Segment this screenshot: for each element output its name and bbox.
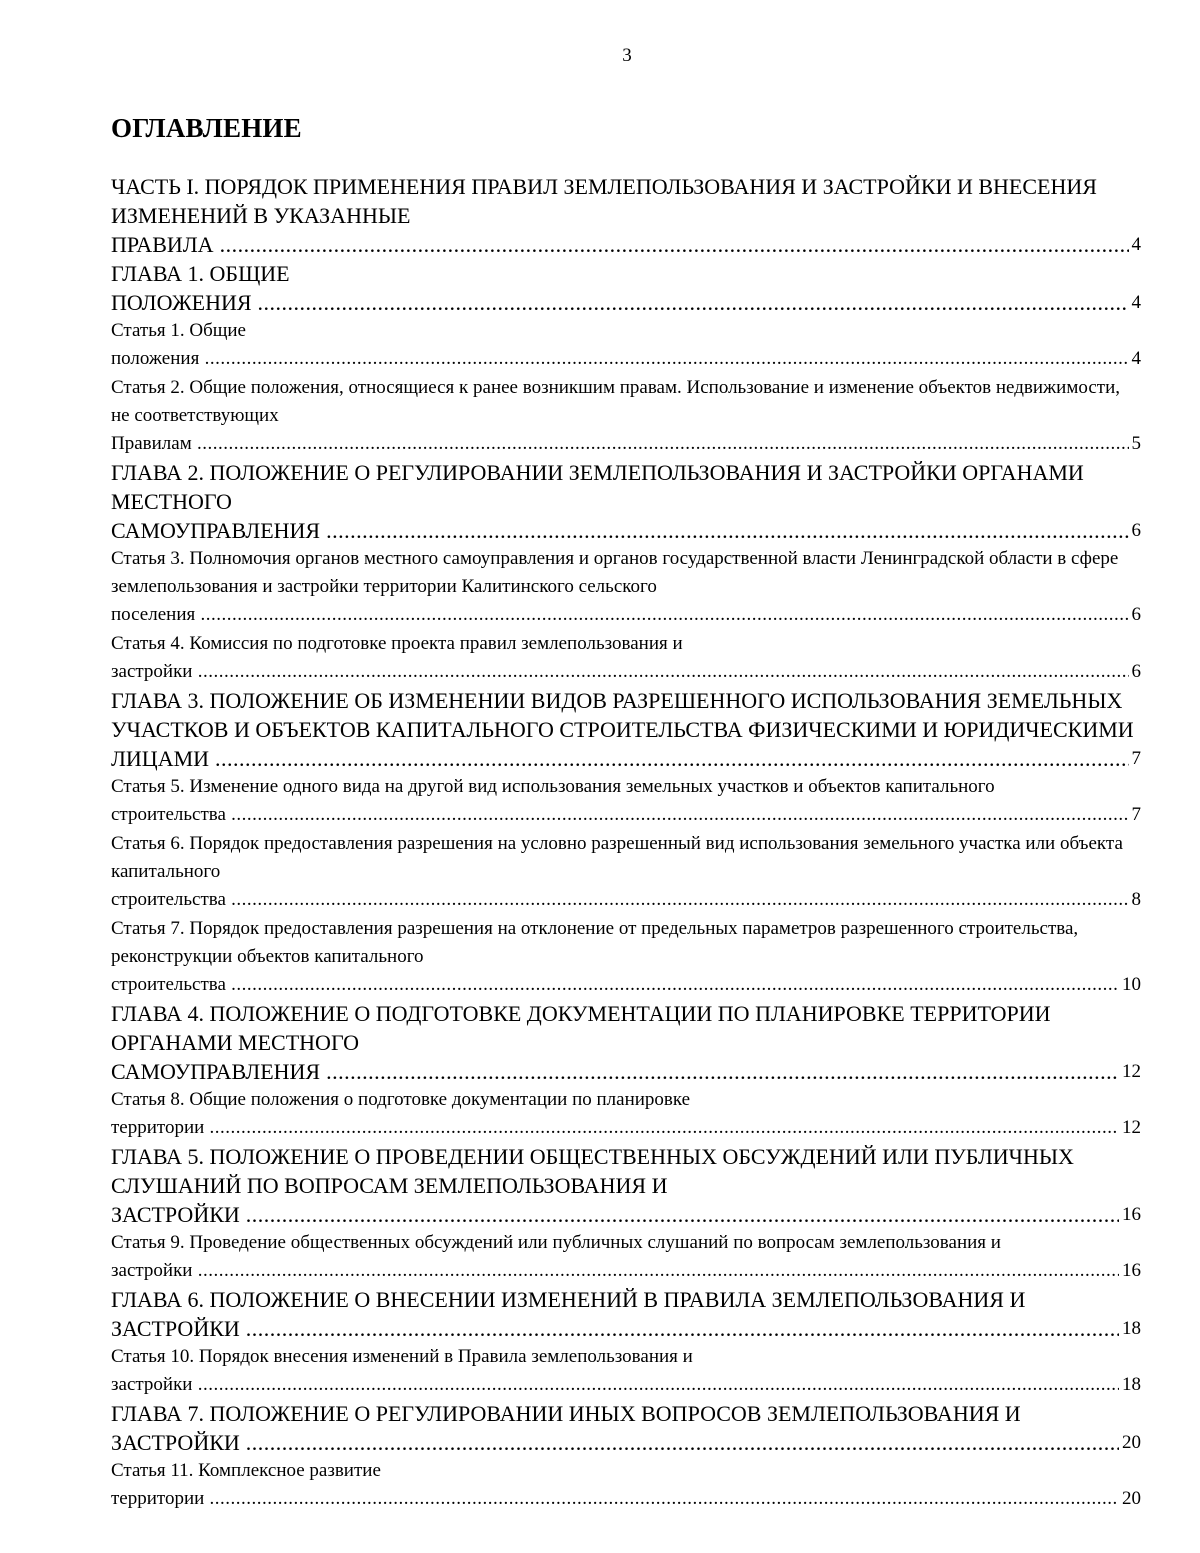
toc-title: ОГЛАВЛЕНИЕ: [111, 113, 302, 143]
toc-entry-text: ГЛАВА 3. ПОЛОЖЕНИЕ ОБ ИЗМЕНЕНИИ ВИДОВ РАЗРЕШЕННОГО ИСПОЛЬЗОВАНИЯ ЗЕМЕЛЬНЫХ УЧАСТКОВ И ОБЪЕКТОВ КАПИТАЛЬНОГО СТРОИТЕЛЬСТВА ФИЗИЧЕСКИМИ И ЮРИДИЧЕСКИМИ ЛИЦАМИ .....: [111, 688, 1141, 771]
toc-entry-text: ЧАСТЬ I. ПОРЯДОК ПРИМЕНЕНИЯ ПРАВИЛ ЗЕМЛЕПОЛЬЗОВАНИЯ И ЗАСТРОЙКИ И ВНЕСЕНИЯ ИЗМЕНЕНИЙ В УКАЗАННЫЕ ПРАВИЛА .....: [111, 174, 1141, 257]
toc-entry-text: ГЛАВА 1. ОБЩИЕ ПОЛОЖЕНИЯ .....: [111, 261, 1141, 315]
toc-entry-text: Статья 1. Общие положения .....: [111, 320, 1141, 369]
toc-entry-article-2[interactable]: [111, 374, 1141, 458]
toc-entry-page: 6: [1129, 658, 1142, 686]
toc-entry-article-8[interactable]: [111, 1086, 1141, 1142]
toc-entry-page: 4: [1129, 230, 1142, 259]
toc-entry-text: ГЛАВА 6. ПОЛОЖЕНИЕ О ВНЕСЕНИИ ИЗМЕНЕНИЙ В ПРАВИЛА ЗЕМЛЕПОЛЬЗОВАНИЯ И ЗАСТРОЙКИ .....: [111, 1287, 1141, 1341]
toc-entry-page: 4: [1129, 288, 1142, 317]
toc-entry-article-4[interactable]: [111, 630, 1141, 686]
toc-entry-article-6[interactable]: [111, 830, 1141, 914]
toc-entry-page: 6: [1129, 601, 1142, 629]
toc-entry-text: Статья 7. Порядок предоставления разрешения на отклонение от предельных параметров разрешенного строительства, реконструкции объектов капитального строительства .....: [111, 918, 1141, 995]
toc-entry-article-9[interactable]: [111, 1229, 1141, 1285]
toc-entry-page: 12: [1119, 1057, 1141, 1086]
toc-entry-article-11[interactable]: [111, 1457, 1141, 1513]
toc-entry-part-1[interactable]: [111, 172, 1141, 259]
toc-entry-article-7[interactable]: [111, 915, 1141, 999]
toc-entry-text: Статья 8. Общие положения о подготовке документации по планировке территории .....: [111, 1089, 1141, 1138]
toc-entry-text: Статья 2. Общие положения, относящиеся к ранее возникшим правам. Использование и изменение объектов недвижимости, не соответствующих Правилам .....: [111, 377, 1141, 454]
toc-entry-text: Статья 3. Полномочия органов местного самоуправления и органов государственной власти Ленинградской области в сфере землепользования и застройки территории Калитинского сельского поселения .....: [111, 548, 1141, 625]
toc-entry-page: 6: [1129, 516, 1142, 545]
toc-entry-text: ГЛАВА 4. ПОЛОЖЕНИЕ О ПОДГОТОВКЕ ДОКУМЕНТАЦИИ ПО ПЛАНИРОВКЕ ТЕРРИТОРИИ ОРГАНАМИ МЕСТНОГО САМОУПРАВЛЕНИЯ .....: [111, 1001, 1141, 1084]
toc-entry-text: Статья 11. Комплексное развитие территории .....: [111, 1460, 1141, 1509]
toc-entry-text: ГЛАВА 2. ПОЛОЖЕНИЕ О РЕГУЛИРОВАНИИ ЗЕМЛЕПОЛЬЗОВАНИЯ И ЗАСТРОЙКИ ОРГАНАМИ МЕСТНОГО САМОУПРАВЛЕНИЯ .....: [111, 460, 1141, 543]
toc-entry-chapter-7[interactable]: [111, 1399, 1141, 1457]
toc-entry-article-1[interactable]: [111, 317, 1141, 373]
toc-entry-chapter-4[interactable]: [111, 999, 1141, 1086]
toc-entry-chapter-3[interactable]: [111, 686, 1141, 773]
toc-entry-chapter-2[interactable]: [111, 458, 1141, 545]
toc-entry-page: 18: [1119, 1314, 1141, 1343]
table-of-contents: [111, 172, 1141, 1513]
toc-entry-text: Статья 9. Проведение общественных обсуждений или публичных слушаний по вопросам землепользования и застройки .....: [111, 1232, 1141, 1281]
toc-entry-page: 4: [1129, 345, 1142, 373]
toc-entry-text: ГЛАВА 7. ПОЛОЖЕНИЕ О РЕГУЛИРОВАНИИ ИНЫХ ВОПРОСОВ ЗЕМЛЕПОЛЬЗОВАНИЯ И ЗАСТРОЙКИ .....: [111, 1401, 1141, 1455]
toc-entry-article-3[interactable]: [111, 545, 1141, 629]
toc-entry-article-5[interactable]: [111, 773, 1141, 829]
toc-entry-text: Статья 4. Комиссия по подготовке проекта правил землепользования и застройки .....: [111, 633, 1141, 682]
toc-entry-page: 18: [1119, 1371, 1141, 1399]
toc-entry-page: 16: [1119, 1200, 1141, 1229]
page-number: 3: [622, 45, 632, 66]
toc-entry-page: 8: [1129, 886, 1142, 914]
toc-entry-text: Статья 10. Порядок внесения изменений в Правила землепользования и застройки .....: [111, 1346, 1141, 1395]
toc-entry-text: Статья 6. Порядок предоставления разрешения на условно разрешенный вид использования земельного участка или объекта капитального строительства .....: [111, 833, 1141, 910]
toc-entry-page: 20: [1119, 1428, 1141, 1457]
toc-entry-page: 10: [1119, 971, 1141, 999]
toc-entry-chapter-6[interactable]: [111, 1285, 1141, 1343]
toc-entry-text: Статья 5. Изменение одного вида на другой вид использования земельных участков и объектов капитального строительства .....: [111, 776, 1141, 825]
toc-entry-page: 20: [1119, 1485, 1141, 1513]
toc-entry-page: 12: [1119, 1114, 1141, 1142]
toc-entry-chapter-5[interactable]: [111, 1142, 1141, 1229]
toc-entry-chapter-1[interactable]: [111, 259, 1141, 317]
toc-entry-page: 7: [1129, 801, 1142, 829]
toc-entry-text: ГЛАВА 5. ПОЛОЖЕНИЕ О ПРОВЕДЕНИИ ОБЩЕСТВЕННЫХ ОБСУЖДЕНИЙ ИЛИ ПУБЛИЧНЫХ СЛУШАНИЙ ПО ВОПРОСАМ ЗЕМЛЕПОЛЬЗОВАНИЯ И ЗАСТРОЙКИ .....: [111, 1144, 1141, 1227]
toc-entry-article-10[interactable]: [111, 1343, 1141, 1399]
toc-entry-page: 5: [1129, 430, 1142, 458]
toc-entry-page: 16: [1119, 1257, 1141, 1285]
toc-entry-page: 7: [1129, 744, 1142, 773]
